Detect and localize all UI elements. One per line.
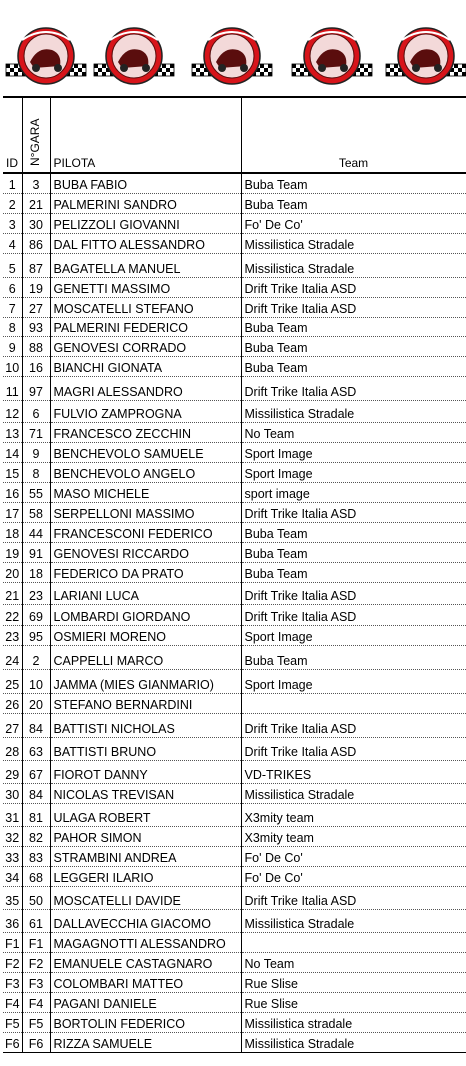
cell-pilot-name: DAL FITTO ALESSANDRO [50, 233, 241, 253]
table-row [3, 193, 466, 213]
cell-pilot-name: GENOVESI CORRADO [50, 336, 241, 356]
cell-team: sport image [241, 482, 466, 502]
cell-id: 36 [3, 909, 22, 932]
cell-pilot-name: BENCHEVOLO SAMUELE [50, 442, 241, 462]
cell-race-number: 71 [22, 422, 50, 442]
table-row [3, 522, 466, 542]
cell-team: Buba Team [241, 173, 466, 193]
column-header-gara [22, 97, 50, 173]
table-row [3, 462, 466, 482]
table-row [3, 502, 466, 522]
table-row [3, 760, 466, 783]
cell-id: 24 [3, 645, 22, 669]
drift-trike-italia-logo [384, 20, 466, 90]
table-row [3, 803, 466, 826]
cell-pilot-name: NICOLAS TREVISAN [50, 783, 241, 803]
cell-team: Sport Image [241, 442, 466, 462]
cell-id: 5 [3, 253, 22, 277]
table-row [3, 909, 466, 932]
cell-id: 1 [3, 173, 22, 193]
cell-id: 15 [3, 462, 22, 482]
table-row [3, 297, 466, 317]
cell-race-number: 63 [22, 737, 50, 760]
cell-team: Drift Trike Italia ASD [241, 713, 466, 737]
cell-race-number: 81 [22, 803, 50, 826]
table-row [3, 866, 466, 886]
cell-id: 6 [3, 277, 22, 297]
cell-race-number: 83 [22, 846, 50, 866]
cell-pilot-name: COLOMBARI MATTEO [50, 972, 241, 992]
cell-id: 21 [3, 582, 22, 604]
cell-team: Missilistica Stradale [241, 253, 466, 277]
cell-id: 8 [3, 317, 22, 336]
cell-id: 14 [3, 442, 22, 462]
cell-team: No Team [241, 952, 466, 972]
table-row [3, 277, 466, 297]
cell-pilot-name: STEFANO BERNARDINI [50, 693, 241, 713]
cell-pilot-name: FULVIO ZAMPROGNA [50, 400, 241, 422]
cell-pilot-name: PALMERINI FEDERICO [50, 317, 241, 336]
cell-team: Drift Trike Italia ASD [241, 277, 466, 297]
cell-team: Missilistica stradale [241, 1012, 466, 1032]
cell-pilot-name: JAMMA (MIES GIANMARIO) [50, 669, 241, 693]
cell-team: Buba Team [241, 542, 466, 562]
drift-trike-italia-logo [4, 20, 88, 90]
cell-id: F2 [3, 952, 22, 972]
cell-pilot-name: MOSCATELLI DAVIDE [50, 886, 241, 909]
cell-pilot-name: OSMIERI MORENO [50, 625, 241, 645]
cell-pilot-name: MOSCATELLI STEFANO [50, 297, 241, 317]
column-header-gara-label: N°GARA [28, 118, 42, 166]
cell-id: 23 [3, 625, 22, 645]
cell-team: X3mity team [241, 826, 466, 846]
cell-pilot-name: STRAMBINI ANDREA [50, 846, 241, 866]
cell-id: 16 [3, 482, 22, 502]
cell-team: VD-TRIKES [241, 760, 466, 783]
cell-id: 31 [3, 803, 22, 826]
cell-id: 34 [3, 866, 22, 886]
cell-pilot-name: CAPPELLI MARCO [50, 645, 241, 669]
cell-race-number: 50 [22, 886, 50, 909]
cell-race-number: 68 [22, 866, 50, 886]
table-row [3, 783, 466, 803]
cell-id: 26 [3, 693, 22, 713]
table-row [3, 582, 466, 604]
table-row [3, 693, 466, 713]
table-row [3, 604, 466, 625]
cell-race-number: 87 [22, 253, 50, 277]
cell-race-number: 84 [22, 713, 50, 737]
cell-race-number: 9 [22, 442, 50, 462]
cell-team: Drift Trike Italia ASD [241, 604, 466, 625]
column-header-pilota: PILOTA [50, 97, 241, 173]
table-row [3, 737, 466, 760]
cell-pilot-name: BORTOLIN FEDERICO [50, 1012, 241, 1032]
cell-pilot-name: MASO MICHELE [50, 482, 241, 502]
table-row [3, 992, 466, 1012]
cell-id: 18 [3, 522, 22, 542]
cell-pilot-name: LEGGERI ILARIO [50, 866, 241, 886]
cell-id: 30 [3, 783, 22, 803]
table-row [3, 317, 466, 336]
table-row [3, 625, 466, 645]
cell-id: 2 [3, 193, 22, 213]
cell-team: Missilistica Stradale [241, 1032, 466, 1052]
cell-race-number: 6 [22, 400, 50, 422]
table-row [3, 442, 466, 462]
cell-race-number: 16 [22, 356, 50, 376]
cell-id: 29 [3, 760, 22, 783]
cell-team: Fo' De Co' [241, 213, 466, 233]
cell-pilot-name: DALLAVECCHIA GIACOMO [50, 909, 241, 932]
cell-team: Rue Slise [241, 972, 466, 992]
cell-pilot-name: BUBA FABIO [50, 173, 241, 193]
cell-team: Drift Trike Italia ASD [241, 886, 466, 909]
cell-race-number: F2 [22, 952, 50, 972]
cell-team: Buba Team [241, 193, 466, 213]
cell-team [241, 693, 466, 713]
cell-pilot-name: EMANUELE CASTAGNARO [50, 952, 241, 972]
column-header-id: ID [3, 97, 22, 173]
cell-race-number: F3 [22, 972, 50, 992]
cell-id: 7 [3, 297, 22, 317]
cell-race-number: 91 [22, 542, 50, 562]
cell-id: 19 [3, 542, 22, 562]
table-row [3, 713, 466, 737]
table-row [3, 846, 466, 866]
cell-id: F1 [3, 932, 22, 952]
cell-id: F5 [3, 1012, 22, 1032]
cell-id: 13 [3, 422, 22, 442]
table-row [3, 542, 466, 562]
cell-team: Sport Image [241, 625, 466, 645]
cell-race-number: 44 [22, 522, 50, 542]
cell-pilot-name: PAHOR SIMON [50, 826, 241, 846]
cell-pilot-name: MAGAGNOTTI ALESSANDRO [50, 932, 241, 952]
cell-pilot-name: PAGANI DANIELE [50, 992, 241, 1012]
table-row [3, 826, 466, 846]
table-row [3, 972, 466, 992]
table-row [3, 952, 466, 972]
cell-pilot-name: BAGATELLA MANUEL [50, 253, 241, 277]
cell-race-number: 61 [22, 909, 50, 932]
cell-id: 28 [3, 737, 22, 760]
cell-team: Buba Team [241, 562, 466, 582]
drift-trike-italia-logo [190, 20, 274, 90]
cell-pilot-name: BENCHEVOLO ANGELO [50, 462, 241, 482]
cell-pilot-name: BATTISTI NICHOLAS [50, 713, 241, 737]
cell-race-number: 55 [22, 482, 50, 502]
cell-team: Buba Team [241, 522, 466, 542]
cell-race-number: 30 [22, 213, 50, 233]
cell-race-number: 2 [22, 645, 50, 669]
cell-id: 4 [3, 233, 22, 253]
cell-id: 27 [3, 713, 22, 737]
cell-race-number: 27 [22, 297, 50, 317]
cell-team: Missilistica Stradale [241, 400, 466, 422]
cell-id: 35 [3, 886, 22, 909]
table-row [3, 886, 466, 909]
table-row [3, 482, 466, 502]
cell-pilot-name: LARIANI LUCA [50, 582, 241, 604]
table-row [3, 173, 466, 193]
cell-pilot-name: PELIZZOLI GIOVANNI [50, 213, 241, 233]
cell-pilot-name: LOMBARDI GIORDANO [50, 604, 241, 625]
cell-team: Drift Trike Italia ASD [241, 737, 466, 760]
cell-team: Fo' De Co' [241, 866, 466, 886]
cell-team: Missilistica Stradale [241, 233, 466, 253]
cell-id: 22 [3, 604, 22, 625]
cell-id: 9 [3, 336, 22, 356]
cell-team: No Team [241, 422, 466, 442]
cell-pilot-name: GENETTI MASSIMO [50, 277, 241, 297]
logo-strip [0, 0, 466, 96]
cell-team: Drift Trike Italia ASD [241, 582, 466, 604]
cell-id: 20 [3, 562, 22, 582]
drift-trike-italia-logo [92, 20, 176, 90]
cell-team [241, 932, 466, 952]
cell-race-number: F6 [22, 1032, 50, 1052]
cell-team: Drift Trike Italia ASD [241, 502, 466, 522]
table-row [3, 400, 466, 422]
cell-pilot-name: ULAGA ROBERT [50, 803, 241, 826]
cell-pilot-name: FIOROT DANNY [50, 760, 241, 783]
table-row [3, 376, 466, 400]
cell-team: Rue Slise [241, 992, 466, 1012]
cell-race-number: 19 [22, 277, 50, 297]
cell-team: Buba Team [241, 317, 466, 336]
cell-race-number: 82 [22, 826, 50, 846]
cell-pilot-name: PALMERINI SANDRO [50, 193, 241, 213]
cell-race-number: 58 [22, 502, 50, 522]
cell-race-number: 97 [22, 376, 50, 400]
cell-race-number: 95 [22, 625, 50, 645]
cell-team: Sport Image [241, 669, 466, 693]
cell-id: 12 [3, 400, 22, 422]
cell-race-number: 20 [22, 693, 50, 713]
cell-team: Missilistica Stradale [241, 783, 466, 803]
cell-id: 11 [3, 376, 22, 400]
cell-race-number: 93 [22, 317, 50, 336]
table-row [3, 669, 466, 693]
cell-race-number: 21 [22, 193, 50, 213]
cell-pilot-name: RIZZA SAMUELE [50, 1032, 241, 1052]
cell-race-number: 67 [22, 760, 50, 783]
cell-pilot-name: FRANCESCONI FEDERICO [50, 522, 241, 542]
table-row [3, 336, 466, 356]
cell-id: F6 [3, 1032, 22, 1052]
cell-id: F3 [3, 972, 22, 992]
cell-race-number: 86 [22, 233, 50, 253]
cell-team: Drift Trike Italia ASD [241, 376, 466, 400]
cell-id: 3 [3, 213, 22, 233]
cell-team: Drift Trike Italia ASD [241, 297, 466, 317]
cell-race-number: F1 [22, 932, 50, 952]
cell-race-number: 84 [22, 783, 50, 803]
cell-pilot-name: MAGRI ALESSANDRO [50, 376, 241, 400]
cell-team: Missilistica Stradale [241, 909, 466, 932]
cell-team: Buba Team [241, 645, 466, 669]
cell-race-number: 88 [22, 336, 50, 356]
cell-id: 17 [3, 502, 22, 522]
cell-id: 33 [3, 846, 22, 866]
cell-id: 25 [3, 669, 22, 693]
cell-team: Fo' De Co' [241, 846, 466, 866]
cell-race-number: 3 [22, 173, 50, 193]
cell-id: F4 [3, 992, 22, 1012]
cell-team: Sport Image [241, 462, 466, 482]
cell-team: Buba Team [241, 356, 466, 376]
cell-team: X3mity team [241, 803, 466, 826]
header-row [3, 97, 466, 173]
cell-team: Buba Team [241, 336, 466, 356]
cell-race-number: F4 [22, 992, 50, 1012]
cell-race-number: 10 [22, 669, 50, 693]
cell-race-number: 23 [22, 582, 50, 604]
cell-race-number: 69 [22, 604, 50, 625]
cell-pilot-name: FRANCESCO ZECCHIN [50, 422, 241, 442]
cell-id: 32 [3, 826, 22, 846]
table-row [3, 233, 466, 253]
cell-race-number: 18 [22, 562, 50, 582]
cell-pilot-name: FEDERICO DA PRATO [50, 562, 241, 582]
cell-race-number: 8 [22, 462, 50, 482]
table-row [3, 253, 466, 277]
table-row [3, 213, 466, 233]
cell-pilot-name: BATTISTI BRUNO [50, 737, 241, 760]
cell-race-number: F5 [22, 1012, 50, 1032]
pilot-table [3, 96, 466, 1053]
cell-pilot-name: SERPELLONI MASSIMO [50, 502, 241, 522]
table-row [3, 932, 466, 952]
table-row [3, 1032, 466, 1052]
cell-pilot-name: GENOVESI RICCARDO [50, 542, 241, 562]
column-header-team: Team [241, 97, 466, 173]
drift-trike-italia-logo [290, 20, 374, 90]
table-row [3, 645, 466, 669]
table-row [3, 356, 466, 376]
cell-pilot-name: BIANCHI GIONATA [50, 356, 241, 376]
table-row [3, 562, 466, 582]
table-row [3, 1012, 466, 1032]
table-row [3, 422, 466, 442]
cell-id: 10 [3, 356, 22, 376]
